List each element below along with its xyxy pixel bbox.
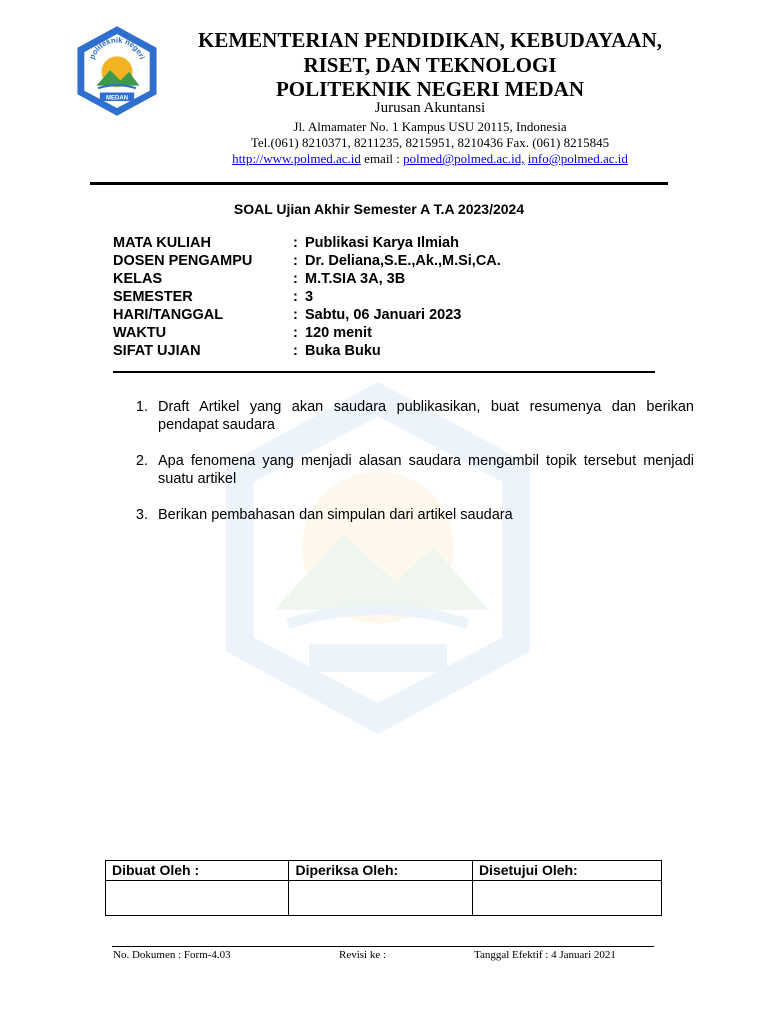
question-list <box>112 398 694 542</box>
question-text: Berikan pembahasan dan simpulan dari artikel saudara <box>158 507 513 523</box>
header-department: Jurusan Akuntansi <box>374 100 486 116</box>
header-institution: POLITEKNIK NEGERI MEDAN <box>275 77 585 101</box>
document-title: SOAL Ujian Akhir Semester A T.A 2023/2024 <box>233 201 525 217</box>
info-value: Dr. Deliana,S.E.,Ak.,M.Si,CA. <box>305 253 501 269</box>
info-separator: : <box>293 289 298 305</box>
info-row-date <box>113 306 673 324</box>
info-separator: : <box>293 271 298 287</box>
info-row-course <box>113 234 673 252</box>
header-phone: Tel.(061) 8210371, 8211235, 8215951, 8210436 Fax. (061) 8215845 <box>250 135 610 150</box>
info-value: Publikasi Karya Ilmiah <box>305 235 459 251</box>
info-separator: : <box>293 253 298 269</box>
info-divider <box>113 371 655 373</box>
info-row-class <box>113 270 673 288</box>
footer-revision: Revisi ke : <box>339 949 387 961</box>
info-label: HARI/TANGGAL <box>113 307 224 323</box>
info-label: WAKTU <box>113 325 167 341</box>
info-value: 3 <box>305 289 314 305</box>
signature-space-row <box>106 881 662 916</box>
logo-top-text: politeknik negeri <box>87 35 147 61</box>
info-value: Sabtu, 06 Januari 2023 <box>305 307 462 323</box>
info-separator: : <box>293 325 298 341</box>
info-label: DOSEN PENGAMPU <box>113 253 253 269</box>
info-row-duration <box>113 324 673 342</box>
info-row-semester <box>113 288 673 306</box>
email-link-polmed[interactable]: polmed@polmed.ac.id, <box>403 151 525 166</box>
signature-cell <box>289 881 472 916</box>
signature-header-row <box>106 861 662 881</box>
question-item <box>112 398 694 434</box>
question-number: 3. <box>135 507 148 523</box>
question-text: Draft Artikel yang akan saudara publikasikan, buat resumenya dan berikan pendapat saudara <box>158 399 694 433</box>
signature-cell <box>106 881 289 916</box>
footer-doc-number: No. Dokumen : Form-4.03 <box>113 949 231 961</box>
info-separator: : <box>293 307 298 323</box>
info-label: SIFAT UJIAN <box>113 343 201 359</box>
question-number: 1. <box>135 399 148 415</box>
info-row-lecturer <box>113 252 673 270</box>
signature-checked-by: Diperiksa Oleh: <box>289 861 472 881</box>
header-ministry-line1: KEMENTERIAN PENDIDIKAN, KEBUDAYAAN, <box>197 28 662 52</box>
info-value: Buka Buku <box>305 343 381 359</box>
polmed-logo-icon <box>74 22 160 120</box>
info-value: M.T.SIA 3A, 3B <box>305 271 406 287</box>
question-item <box>112 506 694 524</box>
header-contact <box>180 151 680 166</box>
footer-divider <box>112 946 654 947</box>
logo-bottom-text: MEDAN <box>105 95 129 102</box>
website-link[interactable]: http://www.polmed.ac.id <box>232 151 361 166</box>
info-label: KELAS <box>113 271 163 287</box>
question-text: Apa fenomena yang menjadi alasan saudara mengambil topik tersebut menjadi suatu artikel <box>158 453 694 487</box>
letterhead-divider <box>90 182 668 185</box>
info-separator: : <box>293 235 298 251</box>
info-separator: : <box>293 343 298 359</box>
signature-made-by: Dibuat Oleh : <box>106 861 289 881</box>
info-value: 120 menit <box>305 325 372 341</box>
email-label: email : <box>364 151 400 166</box>
header-ministry-line2: RISET, DAN TEKNOLOGI <box>303 53 557 77</box>
header-address: Jl. Almamater No. 1 Kampus USU 20115, Indonesia <box>293 119 567 134</box>
signature-table <box>105 860 662 916</box>
signature-cell <box>472 881 661 916</box>
info-label: MATA KULIAH <box>113 235 211 251</box>
footer-effective-date: Tanggal Efektif : 4 Januari 2021 <box>474 949 616 961</box>
email-link-info[interactable]: info@polmed.ac.id <box>527 151 628 166</box>
signature-approved-by: Disetujui Oleh: <box>472 861 661 881</box>
question-item <box>112 452 694 488</box>
question-number: 2. <box>135 453 148 469</box>
info-row-exam-type <box>113 342 673 360</box>
info-label: SEMESTER <box>113 289 193 305</box>
exam-info <box>113 234 673 360</box>
